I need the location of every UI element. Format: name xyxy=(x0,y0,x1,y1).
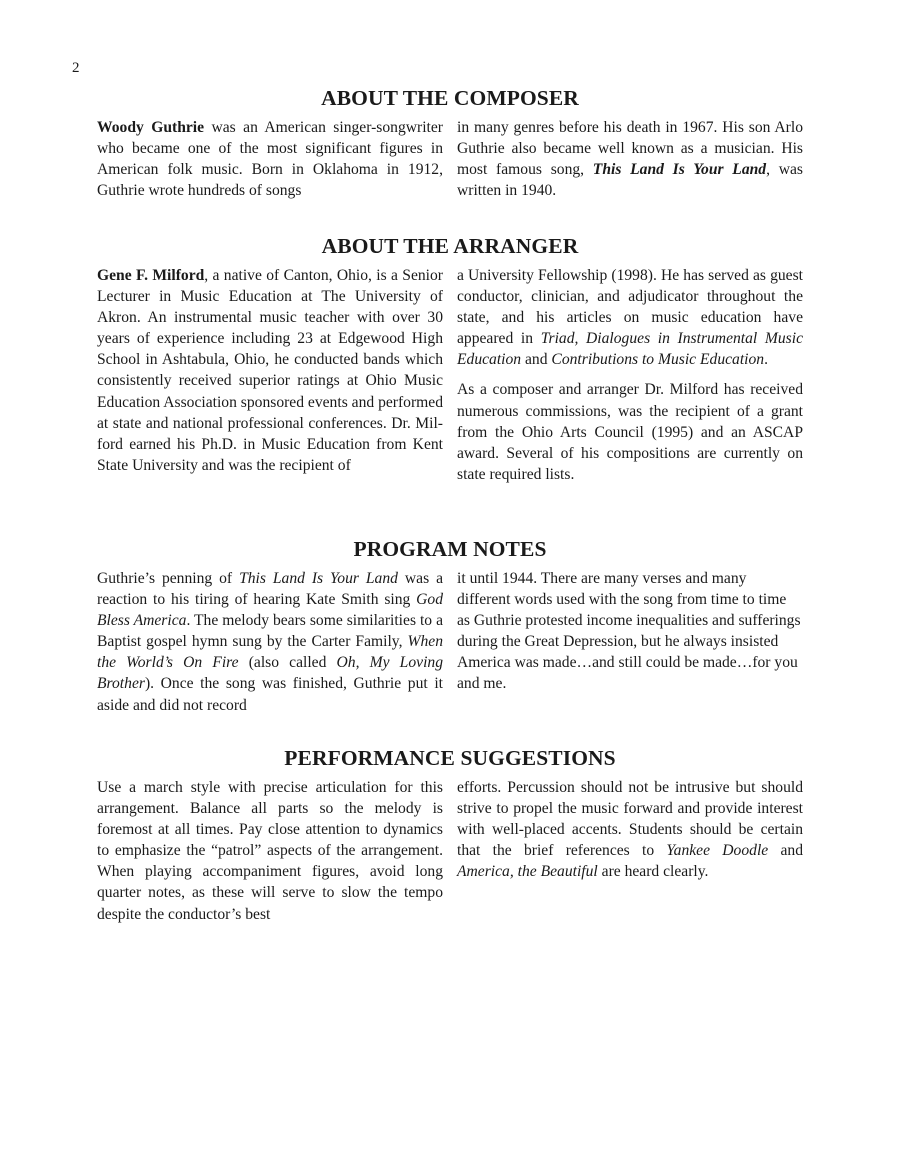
arranger-composer-paragraph: As a composer and arranger Dr. Milford has received numerous commissions, was the recipient of a grant from the Ohio Arts Council (1995) and an ASCAP award. Several of his compositions are currently on state required lists. xyxy=(457,381,803,483)
performance-heading: PERFORMANCE SUGGESTIONS xyxy=(284,746,616,770)
program-notes-columns xyxy=(97,568,803,716)
composer-left-column xyxy=(97,117,443,201)
arranger-left-column xyxy=(97,265,443,485)
arranger-right-column xyxy=(457,265,803,485)
arranger-columns xyxy=(97,265,803,485)
arranger-heading: ABOUT THE ARRANGER xyxy=(321,234,579,258)
arranger-bio-start: Gene F. Milford, a native of Canton, Ohio, is a Senior Lecturer in Music Education at The University of Akron. An instrumental music teacher with over 30 years of experience including 23 at Edgewood High School in Ashtabula, Ohio, he conducted bands which consistently received superior ratings at Ohio Music Education Association sponsored events and performed at state and national professional conferences. Dr. Milford earned his Ph.D. in Music Education from Kent State University and was the recipient of xyxy=(97,267,444,474)
composer-heading: ABOUT THE COMPOSER xyxy=(321,86,579,110)
performance-text-end: efforts. Percussion should not be intrusive but should strive to propel the music forward and provide interest with well-placed accents. Students should be certain that the brief references to Yankee Doodle and America, the Beautiful are heard clearly. xyxy=(457,779,803,881)
program-notes-text-start: Guthrie’s penning of This Land Is Your Land was a reaction to his tiring of hearing Kate Smith sing God Bless America. The melody bears some similarities to a Baptist gospel hymn sung by the Carter Family, When the World’s On Fire (also called Oh, My Loving Brother). Once the song was finished, Guthrie put it aside and did not record xyxy=(97,570,444,714)
arranger-section xyxy=(97,233,803,485)
performance-right-column xyxy=(457,777,803,925)
composer-bio-end: in many genres before his death in 1967. His son Arlo Guthrie also became well known as a musician. His most famous song, This Land Is Your Land, was written in 1940. xyxy=(457,119,803,200)
composer-section xyxy=(97,85,803,201)
program-notes-heading: PROGRAM NOTES xyxy=(353,537,547,561)
composer-right-column xyxy=(457,117,803,201)
performance-text-start: Use a march style with precise articulation for this arrangement. Balance all parts so the melody is foremost at all times. Pay close attention to dynamics to emphasize the “patrol” aspects of the arrangement. When playing accompaniment figures, avoid long quarter notes, as these will serve to slow the tempo despite the conductor’s best xyxy=(97,779,443,923)
composer-name: Woody Guthrie xyxy=(97,119,205,136)
arranger-name: Gene F. Milford xyxy=(97,267,205,284)
arranger-bio-continued: a University Fellowship (1998). He has served as guest conductor, clinician, and adjudicator throughout the state, and his articles on music education have appeared in Triad, Dialogues in Instrumental Music Education and Contributions to Music Education. xyxy=(457,267,803,369)
performance-section xyxy=(97,745,803,925)
composer-bio-start: Woody Guthrie was an American singer-songwriter who became one of the most significant figures in American folk music. Born in Oklahoma in 1912, Guthrie wrote hundreds of songs xyxy=(97,119,443,200)
program-notes-left-column xyxy=(97,568,443,716)
program-notes-section xyxy=(97,536,803,716)
program-notes-text-end: it until 1944. There are many verses and many different words used with the song from time to time as Guthrie protested income inequalities and sufferings during the Great Depression, but he always insisted America was made…and still could be made…for you and me. xyxy=(457,570,801,693)
performance-left-column xyxy=(97,777,443,925)
page-number: 2 xyxy=(72,60,80,76)
performance-columns xyxy=(97,777,803,925)
famous-song-title: This Land Is Your Land xyxy=(592,161,767,179)
program-notes-right-column xyxy=(457,568,803,716)
composer-columns xyxy=(97,117,803,201)
